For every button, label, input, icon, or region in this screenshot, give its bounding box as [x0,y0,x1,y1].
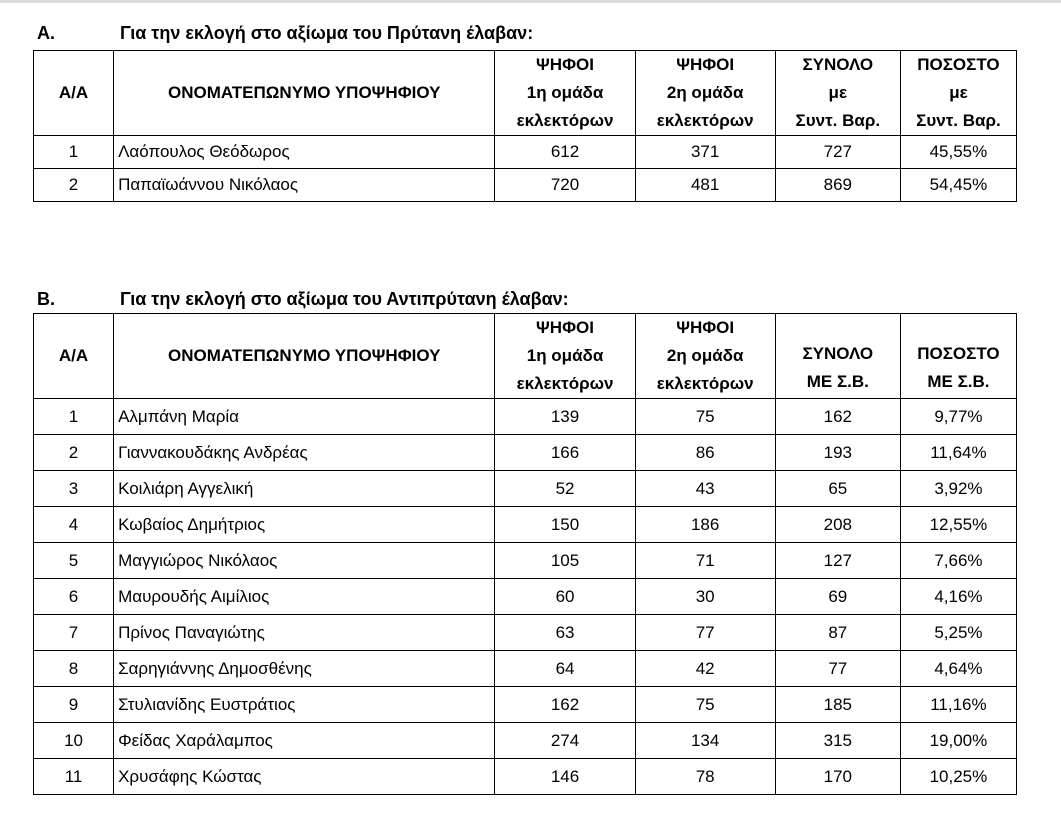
cell-total: 170 [775,759,900,795]
table-row [34,759,1017,795]
table-row [34,471,1017,507]
header-line: με [828,83,848,102]
table-row [34,136,1017,169]
cell-aa: 3 [34,471,114,507]
cell-votes2: 75 [635,687,775,723]
header-line: εκλεκτόρων [516,111,614,130]
header-line: 1η ομάδα [526,346,604,365]
cell-aa: 2 [34,435,114,471]
cell-name: Σαρηγιάννης Δημοσθένης [114,651,495,687]
table-row [34,615,1017,651]
header-aa: Α/Α [34,51,114,136]
table-row [34,507,1017,543]
cell-total: 69 [775,579,900,615]
cell-votes2: 186 [635,507,775,543]
cell-total: 162 [775,399,900,435]
cell-aa: 5 [34,543,114,579]
cell-total: 315 [775,723,900,759]
cell-pct: 12,55% [900,507,1016,543]
header-line: 2η ομάδα [666,346,744,365]
cell-votes2: 78 [635,759,775,795]
cell-name: Κοιλιάρη Αγγελική [114,471,495,507]
cell-total: 208 [775,507,900,543]
header-line: Συντ. Βαρ. [795,111,881,130]
header-line: 1η ομάδα [526,83,604,102]
cell-name: Πρίνος Παναγιώτης [114,615,495,651]
table-row [34,723,1017,759]
cell-aa: 11 [34,759,114,795]
cell-votes1: 139 [495,399,635,435]
cell-pct: 10,25% [900,759,1016,795]
header-name: ΟΝΟΜΑΤΕΠΩΝΥΜΟ ΥΠΟΨΗΦΙΟΥ [114,51,495,136]
cell-name: Χρυσάφης Κώστας [114,759,495,795]
header-line: ΨΗΦΟΙ [536,318,594,337]
cell-total: 127 [775,543,900,579]
top-border [0,0,1061,3]
cell-votes2: 71 [635,543,775,579]
cell-votes1: 162 [495,687,635,723]
header-aa: Α/Α [34,314,114,399]
cell-votes2: 75 [635,399,775,435]
cell-votes1: 63 [495,615,635,651]
header-line: ΜΕ Σ.Β. [806,372,869,391]
cell-total: 87 [775,615,900,651]
cell-votes2: 42 [635,651,775,687]
cell-votes1: 720 [495,169,635,202]
header-name: ΟΝΟΜΑΤΕΠΩΝΥΜΟ ΥΠΟΨΗΦΙΟΥ [114,314,495,399]
section-b-heading [37,289,737,313]
section-a-title: Για την εκλογή στο αξίωμα του Πρύτανη έλαβαν: [120,23,534,43]
cell-total: 77 [775,651,900,687]
cell-aa: 9 [34,687,114,723]
header-total [775,314,900,399]
header-line: εκλεκτόρων [656,374,754,393]
cell-votes2: 30 [635,579,775,615]
cell-total: 869 [775,169,900,202]
header-line: 2η ομάδα [666,83,744,102]
cell-name: Μαγγιώρος Νικόλαος [114,543,495,579]
cell-votes1: 105 [495,543,635,579]
section-b-letter: Β. [37,289,55,309]
cell-name: Κωβαίος Δημήτριος [114,507,495,543]
header-percentage [900,51,1016,136]
cell-votes1: 52 [495,471,635,507]
header-line: ΨΗΦΟΙ [676,318,735,337]
table-header-row [34,51,1017,136]
cell-pct: 11,64% [900,435,1016,471]
table-row [34,579,1017,615]
cell-name: Μαυρουδής Αιμίλιος [114,579,495,615]
cell-votes1: 274 [495,723,635,759]
table-row [34,435,1017,471]
cell-total: 727 [775,136,900,169]
header-line: εκλεκτόρων [656,111,754,130]
section-b-title: Για την εκλογή στο αξίωμα του Αντιπρύτανη έλαβαν: [120,289,569,309]
cell-aa: 4 [34,507,114,543]
table-row [34,169,1017,202]
cell-aa: 1 [34,399,114,435]
vice-rector-rows [34,399,1017,795]
cell-votes1: 64 [495,651,635,687]
header-line: ΣΥΝΟΛΟ [802,55,874,74]
cell-aa: 2 [34,169,114,202]
cell-pct: 4,64% [900,651,1016,687]
header-line: ΨΗΦΟΙ [676,55,735,74]
cell-votes2: 134 [635,723,775,759]
header-votes-group1 [495,314,635,399]
cell-votes1: 166 [495,435,635,471]
cell-total: 193 [775,435,900,471]
header-line: ΜΕ Σ.Β. [927,372,990,391]
cell-pct: 45,55% [900,136,1016,169]
cell-name: Αλμπάνη Μαρία [114,399,495,435]
header-line: ΠΟΣΟΣΤΟ [917,55,1000,74]
cell-aa: 1 [34,136,114,169]
cell-pct: 9,77% [900,399,1016,435]
cell-votes2: 43 [635,471,775,507]
cell-votes2: 481 [635,169,775,202]
header-votes-group2 [635,314,775,399]
table-row [34,543,1017,579]
cell-name: Στυλιανίδης Ευστράτιος [114,687,495,723]
table-row [34,651,1017,687]
cell-pct: 3,92% [900,471,1016,507]
header-line: ΠΟΣΟΣΤΟ [917,344,1000,363]
header-percentage [900,314,1016,399]
cell-votes2: 371 [635,136,775,169]
section-a-heading [37,23,737,47]
header-line: ΨΗΦΟΙ [536,55,594,74]
table-header-row [34,314,1017,399]
table-row [34,687,1017,723]
cell-total: 65 [775,471,900,507]
cell-votes2: 77 [635,615,775,651]
cell-pct: 54,45% [900,169,1016,202]
cell-pct: 5,25% [900,615,1016,651]
cell-name: Λαόπουλος Θεόδωρος [114,136,495,169]
header-line: εκλεκτόρων [516,374,614,393]
header-line: ΣΥΝΟΛΟ [802,344,874,363]
cell-votes1: 150 [495,507,635,543]
cell-pct: 19,00% [900,723,1016,759]
header-line: με [949,83,968,102]
header-votes-group2 [635,51,775,136]
cell-votes2: 86 [635,435,775,471]
cell-votes1: 612 [495,136,635,169]
header-total [775,51,900,136]
table-row [34,399,1017,435]
cell-total: 185 [775,687,900,723]
cell-pct: 11,16% [900,687,1016,723]
cell-pct: 4,16% [900,579,1016,615]
cell-name: Γιαννακουδάκης Ανδρέας [114,435,495,471]
cell-name: Παπαϊωάννου Νικόλαος [114,169,495,202]
cell-aa: 7 [34,615,114,651]
header-votes-group1 [495,51,635,136]
cell-aa: 10 [34,723,114,759]
cell-votes1: 146 [495,759,635,795]
cell-name: Φείδας Χαράλαμπος [114,723,495,759]
cell-pct: 7,66% [900,543,1016,579]
vice-rector-results-table [33,313,1017,795]
header-line: Συντ. Βαρ. [916,111,1001,130]
cell-aa: 8 [34,651,114,687]
rector-results-table [33,50,1017,202]
cell-votes1: 60 [495,579,635,615]
cell-aa: 6 [34,579,114,615]
section-a-letter: A. [37,23,55,43]
